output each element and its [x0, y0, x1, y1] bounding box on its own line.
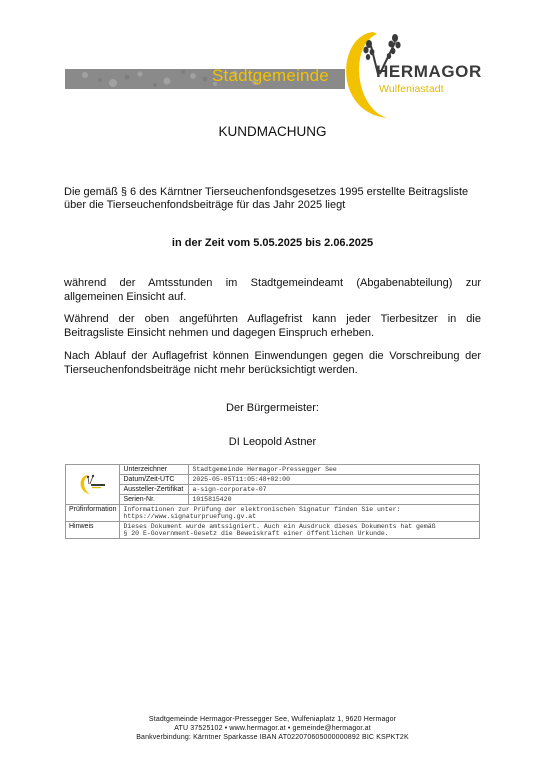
paragraph-deadline: Nach Ablauf der Auflagefrist können Einwendungen gegen die Vorschreibung der Tierseuchenfondsbeiträge nicht mehr berücksichtigt werden.: [64, 350, 481, 376]
hinweis-label: Hinweis: [66, 522, 120, 539]
footer-bank: Bankverbindung: Kärntner Sparkasse IBAN AT022070605000000892 BIC KSPKT2K: [136, 734, 409, 741]
signature-row: [66, 522, 480, 539]
signature-label: Aussteller-Zertifikat: [120, 485, 189, 495]
signature-row: [66, 485, 480, 495]
signature-value: 1015815420: [189, 495, 480, 505]
paragraph-objection: Während der oben angeführten Auflagefrist kann jeder Tierbesitzer in die Beitragsliste Einsicht nehmen und dagegen Einspruch erheben.: [64, 313, 481, 339]
logo-subtitle: Wulfeniastadt: [379, 83, 444, 95]
signature-value: a-sign-corporate-07: [189, 485, 480, 495]
logo-name: HERMAGOR: [376, 62, 482, 81]
document-title: KUNDMACHUNG: [218, 124, 327, 139]
signature-table: [65, 464, 480, 539]
hinweis-line-2: § 20 E-Government-Gesetz die Beweiskraft einer öffentlichen Urkunde.: [123, 530, 389, 537]
signature-logo-cell: [66, 465, 120, 505]
footer-address: Stadtgemeinde Hermagor-Pressegger See, Wulfeniaplatz 1, 9620 Hermagor: [148, 716, 397, 723]
signature-label: Serien-Nr.: [120, 495, 189, 505]
hermagor-seal-icon: [78, 473, 108, 495]
signature-label: Unterzeichner: [120, 465, 189, 475]
paragraph-availability: während der Amtsstunden im Stadtgemeindeamt (Abgabenabteilung) zur allgemeinen Einsicht auf.: [64, 277, 481, 303]
pruefinformation-label: Prüfinformation: [66, 505, 120, 522]
signature-row: [66, 505, 480, 522]
period-text: in der Zeit vom 5.05.2025 bis 2.06.2025: [171, 237, 374, 249]
signature-row: [66, 465, 480, 475]
signature-row: [66, 475, 480, 485]
signer-role: Der Bürgermeister:: [226, 402, 319, 414]
intro-line-2: über die Tierseuchenfondsbeiträge für das Jahr 2025 liegt: [64, 199, 346, 211]
hinweis-value: [120, 522, 480, 539]
pruefinformation-link[interactable]: https://www.signaturpruefung.gv.at: [123, 513, 257, 520]
signature-label: Datum/Zeit-UTC: [120, 475, 189, 485]
signature-row: [66, 495, 480, 505]
pruefinformation-text: Informationen zur Prüfung der elektronischen Signatur finden Sie unter:: [123, 506, 401, 513]
pruefinformation-value: [120, 505, 480, 522]
footer-contact: ATU 37525102 • www.hermagor.at • gemeinde@hermagor.at: [174, 725, 371, 732]
banner-title: Stadtgemeinde: [212, 66, 329, 85]
hinweis-line-1: Dieses Dokument wurde amtssigniert. Auch ein Ausdruck dieses Dokuments hat gemäß: [123, 523, 436, 530]
signature-value: 2025-05-05T11:05:48+02:00: [189, 475, 480, 485]
intro-line-1: Die gemäß § 6 des Kärntner Tierseuchenfondsgesetzes 1995 erstellte Beitragsliste: [64, 186, 469, 198]
signature-value: Stadtgemeinde Hermagor-Pressegger See: [189, 465, 480, 475]
signer-name: DI Leopold Astner: [228, 436, 317, 448]
